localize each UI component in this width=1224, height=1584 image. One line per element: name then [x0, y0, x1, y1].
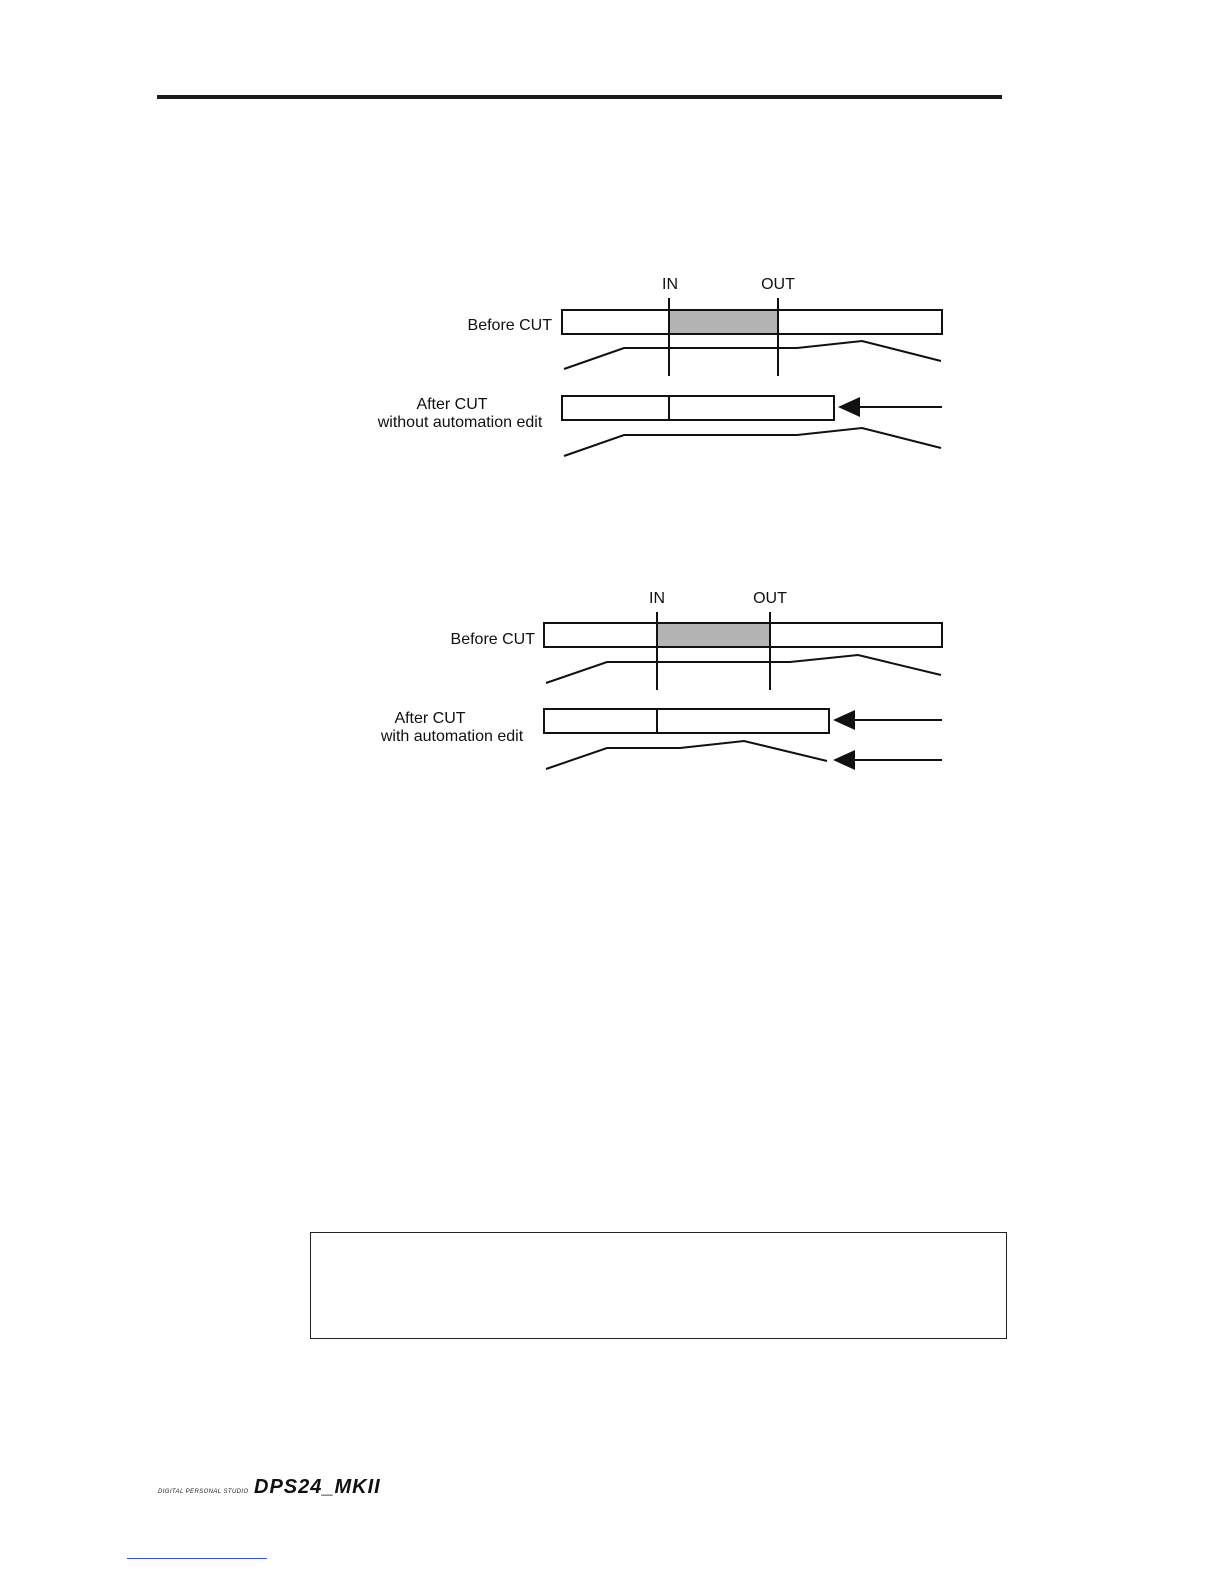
automation-curve-before [564, 341, 941, 369]
before-cut-label: Before CUT [450, 631, 535, 648]
out-marker-label: OUT [761, 276, 795, 293]
after-cut-sublabel: without automation edit [377, 414, 543, 431]
note-box [310, 1232, 1007, 1339]
before-cut-label: Before CUT [467, 317, 552, 334]
after-cut-label: After CUT [394, 710, 466, 727]
automation-curve-after-edited [546, 741, 827, 769]
in-marker-label: IN [662, 276, 678, 293]
diagram-with-automation-edit [380, 590, 942, 770]
footer-subtitle: DIGITAL PERSONAL STUDIO [158, 1489, 249, 1495]
after-cut-label: After CUT [416, 396, 488, 413]
after-cut-sublabel: with automation edit [380, 728, 524, 745]
in-marker-label: IN [649, 590, 665, 607]
out-marker-label: OUT [753, 590, 787, 607]
automation-curve-after-unedited [564, 428, 941, 456]
diagram-without-automation-edit [377, 276, 942, 456]
product-logo: DPS24_MKII [254, 1476, 381, 1498]
arrow-head-automation [833, 750, 855, 770]
after-cut-track [544, 709, 829, 733]
automation-curve-before [546, 655, 941, 683]
after-cut-track [562, 396, 834, 420]
cut-region [669, 311, 778, 333]
cut-region [657, 624, 770, 646]
arrow-head-track [838, 397, 860, 417]
link-underline[interactable] [127, 1558, 267, 1559]
arrow-head-track [833, 710, 855, 730]
